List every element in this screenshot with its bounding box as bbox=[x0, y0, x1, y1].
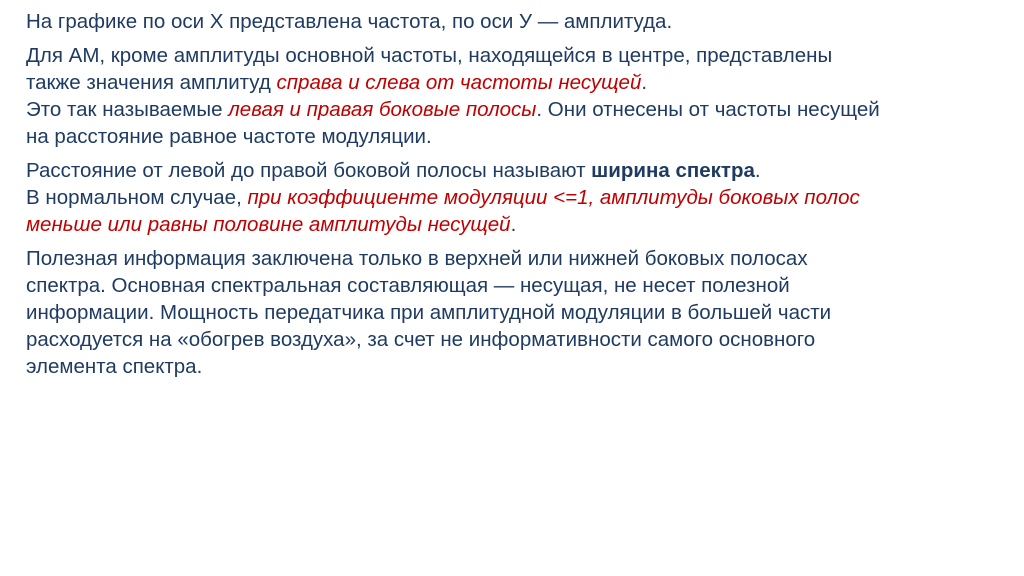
sidebands-emphasis-carrier: справа и слева от частоты несущей bbox=[276, 71, 642, 94]
axes-description: На графике по оси Х представлена частота, по оси У — амплитуда. bbox=[26, 10, 673, 33]
bandwidth-line-2-pre: В нормальном случае, bbox=[26, 186, 248, 209]
bandwidth-line-1-pre: Расстояние от левой до правой боковой полосы называют bbox=[26, 159, 592, 182]
sidebands-line-3-pre: Это так называемые bbox=[26, 98, 229, 121]
paragraph-axes bbox=[26, 8, 1011, 35]
bandwidth-line-3-post: . bbox=[510, 213, 517, 236]
sidebands-line-1: Для АМ, кроме амплитуды основной частоты, находящейся в центре, представлены bbox=[26, 44, 833, 67]
sidebands-line-2-pre: также значения амплитуд bbox=[26, 71, 277, 94]
bandwidth-term: ширина спектра bbox=[591, 159, 755, 182]
useful-info-line-3: информации. Мощность передатчика при амплитудной модуляции в большей части bbox=[26, 301, 832, 324]
useful-info-line-1: Полезная информация заключена только в верхней или нижней боковых полосах bbox=[26, 247, 808, 270]
paragraph-sidebands bbox=[26, 42, 1011, 150]
paragraph-useful-info bbox=[26, 245, 1011, 380]
sidebands-line-3-post: . Они отнесены от частоты несущей bbox=[536, 98, 880, 121]
useful-info-line-4: расходуется на «обогрев воздуха», за счет не информативности самого основного bbox=[26, 328, 816, 351]
useful-info-line-2: спектра. Основная спектральная составляющая — несущая, не несет полезной bbox=[26, 274, 790, 297]
bandwidth-emphasis-2: меньше или равны половине амплитуды несущей bbox=[26, 213, 511, 236]
slide-text-body bbox=[26, 8, 1011, 387]
bandwidth-line-1-post: . bbox=[754, 159, 761, 182]
sidebands-line-2-post: . bbox=[641, 71, 648, 94]
paragraph-bandwidth bbox=[26, 157, 1011, 238]
bandwidth-emphasis-1: при коэффициенте модуляции <=1, амплитуды боковых полос bbox=[247, 186, 860, 209]
useful-info-line-5: элемента спектра. bbox=[26, 355, 203, 378]
sidebands-emphasis-bands: левая и правая боковые полосы bbox=[228, 98, 537, 121]
sidebands-line-4: на расстояние равное частоте модуляции. bbox=[26, 125, 432, 148]
